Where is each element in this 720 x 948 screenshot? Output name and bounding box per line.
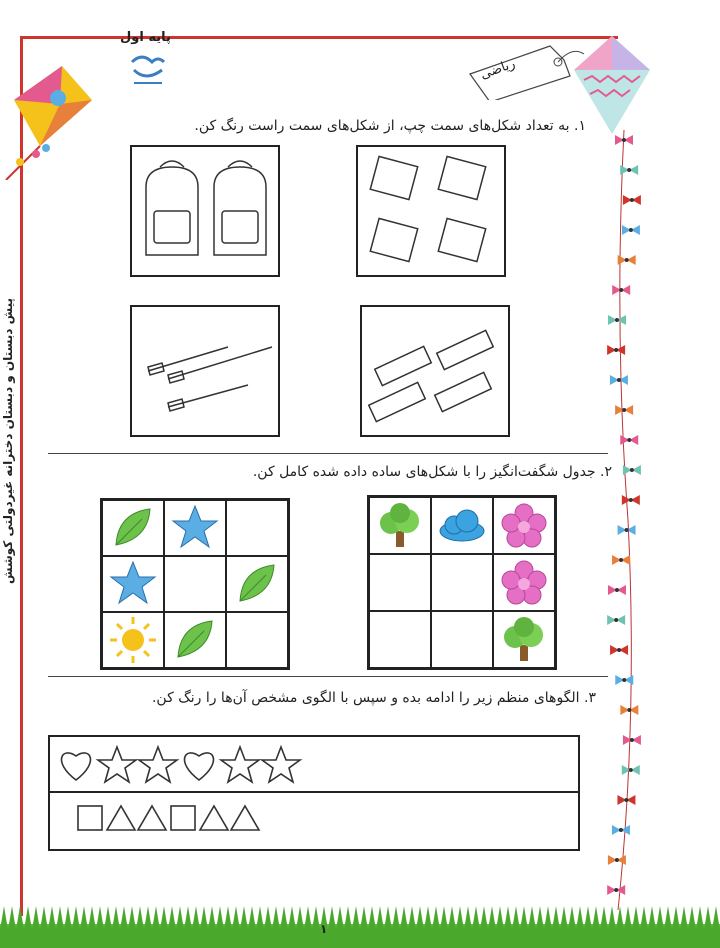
heart-icon[interactable] <box>62 753 91 780</box>
star-icon[interactable] <box>98 747 136 782</box>
leaf-icon <box>232 559 282 609</box>
right-magic-grid <box>367 495 557 670</box>
bow-string-decoration <box>604 130 644 910</box>
toothpaste-box <box>360 305 510 437</box>
grade-label: پایه اول <box>120 30 171 45</box>
bow-icon <box>607 885 625 895</box>
toothpaste-icon <box>362 307 508 435</box>
pattern-box-divider <box>48 791 580 793</box>
bow-icon <box>608 315 626 325</box>
bow-icon <box>623 195 641 205</box>
right-grid-cell-2-1[interactable] <box>369 554 431 611</box>
bow-icon <box>622 495 640 505</box>
right-grid-cell-3-1[interactable] <box>369 611 431 668</box>
bow-icon <box>623 735 641 745</box>
bow-icon <box>612 825 630 835</box>
bow-icon <box>622 225 640 235</box>
question-3-text: ۳. الگوهای منظم زیر را ادامه بده و سپس با الگوی مشخص آن‌ها را رنگ کن. <box>151 690 596 706</box>
bow-icon <box>615 405 633 415</box>
section-divider-1 <box>48 453 608 454</box>
left-grid-cell-3-1[interactable] <box>102 612 164 668</box>
star-icon <box>108 559 158 609</box>
bow-icon <box>610 375 628 385</box>
bow-icon <box>622 765 640 775</box>
square-icon[interactable] <box>78 806 102 830</box>
left-grid-cell-1-1[interactable] <box>102 500 164 556</box>
right-grid-cell-3-2[interactable] <box>431 611 493 668</box>
page-number: ۱ <box>320 922 328 936</box>
star-icon <box>170 503 220 553</box>
bow-icon <box>607 345 625 355</box>
bow-icon <box>620 705 638 715</box>
subject-tag-label: ریاضی <box>478 56 518 83</box>
left-grid-cell-1-3[interactable] <box>226 500 288 556</box>
left-grid-cell-1-2[interactable] <box>164 500 226 556</box>
school-logo-icon <box>128 52 168 88</box>
left-grid-cell-3-2[interactable] <box>164 612 226 668</box>
left-magic-grid <box>100 498 290 670</box>
leaf-icon <box>170 615 220 665</box>
bow-icon <box>623 465 641 475</box>
bow-icon <box>612 285 630 295</box>
triangle-icon[interactable] <box>200 806 228 830</box>
left-grid-cell-2-1[interactable] <box>102 556 164 612</box>
right-grid-cell-1-2[interactable] <box>431 497 493 554</box>
star-icon[interactable] <box>221 747 259 782</box>
question-1-text: ۱. به تعداد شکل‌های سمت چپ، از شکل‌های سمت راست رنگ کن. <box>194 118 586 134</box>
star-icon[interactable] <box>262 747 300 782</box>
grass-footer-decoration <box>0 900 720 948</box>
toothbrushes-box <box>130 305 280 437</box>
tree-icon <box>375 501 425 551</box>
right-grid-cell-2-3[interactable] <box>493 554 555 611</box>
book-icon <box>358 147 504 275</box>
left-grid-cell-3-3[interactable] <box>226 612 288 668</box>
right-grid-cell-3-3[interactable] <box>493 611 555 668</box>
question-2-text: ۲. جدول شگفت‌انگیز را با شکل‌های ساده داده شده کامل کن. <box>252 464 612 480</box>
square-icon[interactable] <box>171 806 195 830</box>
triangle-icon[interactable] <box>231 806 259 830</box>
books-box <box>356 145 506 277</box>
left-grid-cell-2-3[interactable] <box>226 556 288 612</box>
cloud-icon <box>437 501 487 551</box>
tree-icon <box>499 615 549 665</box>
star-icon[interactable] <box>139 747 177 782</box>
toothbrush-icon <box>132 307 278 435</box>
leaf-icon <box>108 503 158 553</box>
right-grid-cell-1-1[interactable] <box>369 497 431 554</box>
sun-icon <box>108 615 158 665</box>
bow-icon <box>607 615 625 625</box>
kite-top-left-icon <box>0 30 110 180</box>
flower-icon <box>499 501 549 551</box>
heart-icon[interactable] <box>185 753 214 780</box>
bow-icon <box>608 585 626 595</box>
flower-icon <box>499 558 549 608</box>
backpacks-box <box>130 145 280 277</box>
section-divider-2 <box>48 676 608 677</box>
backpack-icon <box>132 147 278 275</box>
page-frame-top <box>22 36 618 39</box>
pattern-row-1 <box>56 740 326 788</box>
right-grid-cell-1-3[interactable] <box>493 497 555 554</box>
bow-icon <box>615 675 633 685</box>
right-grid-cell-2-2[interactable] <box>431 554 493 611</box>
bow-icon <box>618 525 636 535</box>
pattern-row-2 <box>74 800 274 840</box>
left-grid-cell-2-2[interactable] <box>164 556 226 612</box>
school-name-vertical: پیش دبستان و دبستان دخترانه غیردولتی کوشش <box>1 298 15 584</box>
bow-icon <box>610 645 628 655</box>
bow-icon <box>612 555 630 565</box>
triangle-icon[interactable] <box>107 806 135 830</box>
triangle-icon[interactable] <box>138 806 166 830</box>
